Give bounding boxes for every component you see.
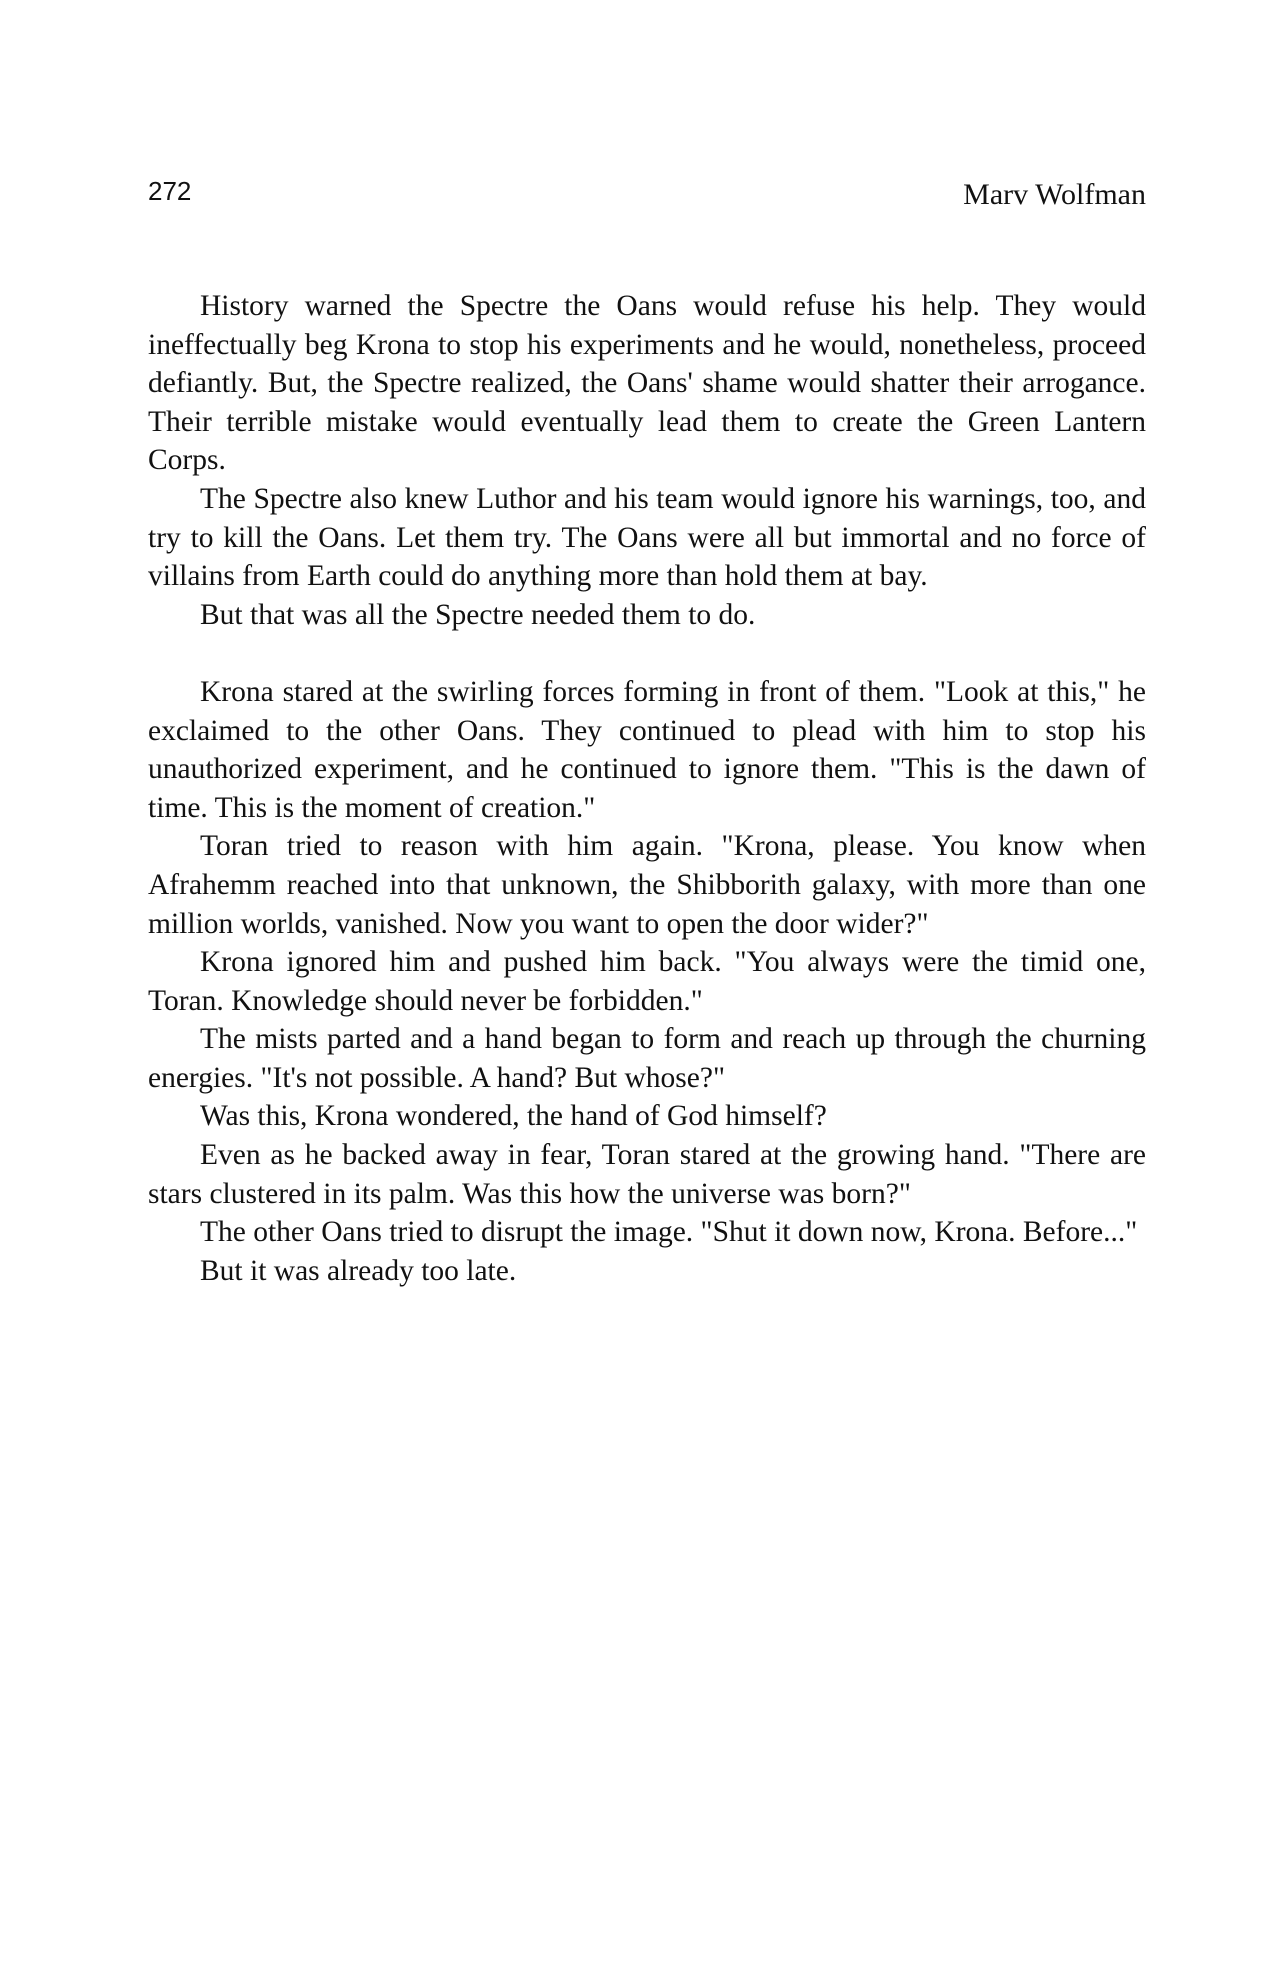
- paragraph: Was this, Krona wondered, the hand of God himself?: [200, 1100, 827, 1133]
- paragraph: But that was all the Spectre needed them to do.: [200, 598, 756, 631]
- body-text: [148, 287, 1146, 1290]
- paragraph: Krona stared at the swirling forces forming in front of them. "Look at this," he exclaimed to the other Oans. They continued to plead with him to stop his unauthorized experiment, and he continued to ignore them. "This is the dawn of time. This is the moment of creation.": [148, 675, 1146, 824]
- paragraph: The other Oans tried to disrupt the image. "Shut it down now, Krona. Before...": [200, 1216, 1138, 1249]
- paragraph: Krona ignored him and pushed him back. "You always were the timid one, Toran. Knowledge should never be forbidden.": [148, 946, 1146, 1017]
- running-head-author: Marv Wolfman: [963, 178, 1146, 211]
- paragraph: History warned the Spectre the Oans would refuse his help. They would ineffectually beg Krona to stop his experiments and he would, nonetheless, proceed defiantly. But, the Spectre realized, the Oans' shame would shatter their arrogance. Their terrible mistake would eventually lead them to create the Green Lantern Corps.: [148, 290, 1146, 477]
- paragraph: But it was already too late.: [200, 1254, 517, 1287]
- section-break: [148, 634, 1146, 673]
- page-number: 272: [148, 176, 192, 206]
- paragraph: The mists parted and a hand began to form and reach up through the churning energies. "It's not possible. A hand? But whose?": [148, 1023, 1146, 1094]
- paragraph: Even as he backed away in fear, Toran stared at the growing hand. "There are stars clustered in its palm. Was this how the universe was born?": [148, 1139, 1146, 1210]
- paragraph: Toran tried to reason with him again. "Krona, please. You know when Afrahemm reached into that unknown, the Shibborith galaxy, with more than one million worlds, vanished. Now you want to open the door wider?": [148, 830, 1146, 940]
- paragraph: The Spectre also knew Luthor and his team would ignore his warnings, too, and try to kill the Oans. Let them try. The Oans were all but immortal and no force of villains from Earth could do anything more than hold them at bay.: [148, 482, 1146, 593]
